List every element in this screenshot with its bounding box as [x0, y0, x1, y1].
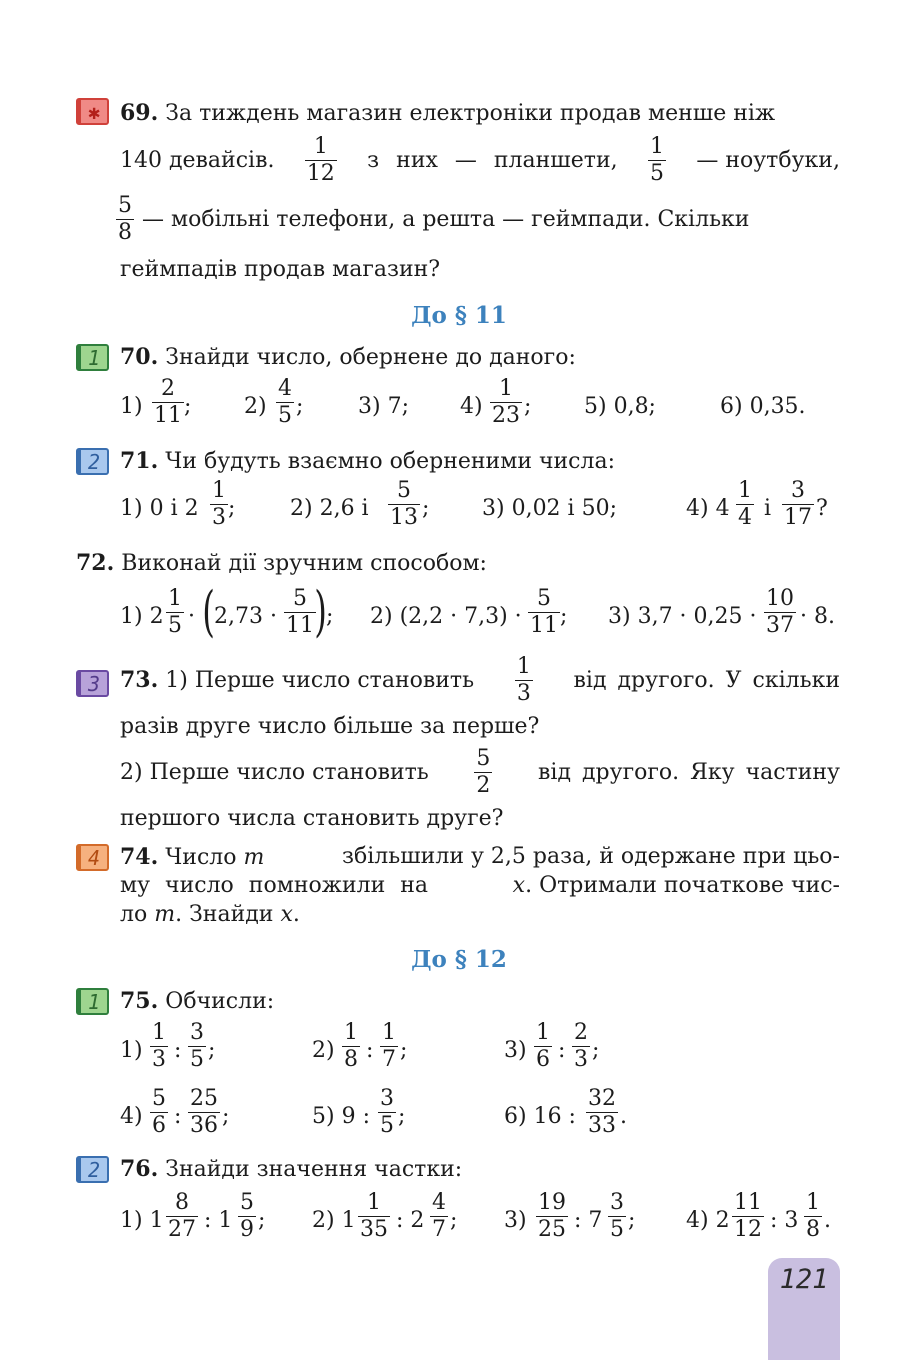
problem-70-statement: 70. Знайди число, обернене до даного: — [120, 344, 576, 370]
star-difficulty-badge: ✱ — [76, 98, 109, 125]
section-heading: До § 12 — [411, 946, 507, 973]
problem-73-line-1: 73. 1) Перше число становить $\frac{1}{3}$ від другого. У скільки — [120, 654, 840, 706]
item-2: 2) — [244, 394, 267, 419]
item-4: 4) — [460, 394, 483, 419]
fraction: $\frac{1}{8}$ — [344, 1020, 358, 1072]
problem-73-line-4: першого числа становить друге? — [120, 806, 504, 831]
fraction: $\frac{3}{5}$ — [380, 1086, 394, 1138]
fraction: $\frac{19}{25}$ — [538, 1190, 566, 1242]
text: — ноутбуки, — [696, 147, 840, 173]
problem-number: 72. — [76, 550, 115, 576]
problem-number: 71. — [120, 448, 159, 474]
fraction: $\frac{4}{5}$ — [278, 376, 292, 428]
fraction: $\frac{8}{27}$ — [168, 1190, 196, 1242]
fraction: $\frac{1}{35}$ — [360, 1190, 388, 1242]
problem-76-statement: 76. Знайди значення частки: — [120, 1156, 463, 1182]
level-4-badge: 4 — [76, 844, 109, 871]
problem-75-items: 1) $\frac{1}{3}$ : $\frac{3}{5}$ ; 2) $\frac{1}{8}$ : $\frac{1}{7}$ ; 3) $\frac{1}{6}$ : $\frac{2}{3}$ ; 4) $\frac{5}{6}$ : $\frac{25}{36}$ ; 5) 9 : $\frac{3}{5}$ ; 6) 16 : $\frac{32}{33}$ . — [120, 1020, 627, 1138]
level-3-badge: 3 — [76, 670, 109, 697]
fraction: $\frac{5}{6}$ — [152, 1086, 166, 1138]
fraction: $\frac{5}{13}$ — [390, 478, 418, 530]
fraction: $\frac{4}{7}$ — [432, 1190, 446, 1242]
problem-69-line-2 — [120, 134, 840, 187]
fraction: $\frac{1}{7}$ — [382, 1020, 396, 1072]
problem-70-items: 1) $\frac{2}{11}$ ; 2) $\frac{4}{5}$ ; 3) 7; 4) $\frac{1}{23}$ ; 5) 0,8; 6) 0,35. — [120, 376, 806, 428]
fraction: $\frac{32}{33}$ — [588, 1086, 616, 1138]
page-number: 121 — [779, 1264, 829, 1295]
fraction: $\frac{5}{11}$ — [530, 586, 558, 638]
fraction: $\frac{1}{23}$ — [492, 376, 520, 428]
fraction: $\frac{1}{5}$ — [168, 586, 182, 638]
problem-number: 74. — [120, 844, 159, 870]
problem-69-line-3 — [120, 193, 840, 246]
problem-number: 70. — [120, 344, 159, 370]
fraction: $\frac{1}{3}$ — [516, 654, 531, 706]
problem-74-line-3: ло m. Знайди x. — [120, 902, 300, 927]
text: За тиждень магазин електроніки продав менше ніж — [165, 101, 776, 126]
fraction: $\frac{1}{8}$ — [806, 1190, 820, 1242]
fraction: $\frac{1}{3}$ — [212, 478, 226, 530]
fraction: $\frac{5}{2}$ — [476, 746, 491, 798]
problem-73-line-3: 2) Перше число становить $\frac{5}{2}$ від другого. Яку частину — [120, 746, 840, 798]
fraction: $\frac{3}{5}$ — [610, 1190, 624, 1242]
item-3: 3) 7; — [358, 394, 409, 419]
problem-number: 69. — [120, 100, 159, 126]
problem-71-items: 1) 0 і 2 $\frac{1}{3}$ ; 2) 2,6 і $\frac{5}{13}$ ; 3) 0,02 і 50; 4) 4 $\frac{1}{4}$ і $\frac{3}{17}$ ? — [120, 478, 828, 530]
problem-74-line-1: 74. Число m збільшили у 2,5 раза, й одержане при цьо- — [120, 844, 840, 870]
item-6: 6) 0,35. — [720, 394, 806, 419]
problem-76-items: 1) 1 $\frac{8}{27}$ : 1 $\frac{5}{9}$ ; 2) 1 $\frac{1}{35}$ : 2 $\frac{4}{7}$ ; 3) $\frac{19}{25}$ : 7 $\frac{3}{5}$ ; 4) 2 $\frac{11}{12}$ : 3 $\frac{1}{8}$ . — [120, 1190, 831, 1242]
level-1-badge: 1 — [76, 988, 109, 1015]
problem-72-items: 1) 2 $\frac{1}{5}$ · ( 2,73 · $\frac{5}{11}$ ) ; 2) (2,2 · 7,3) · $\frac{5}{11}$ ; 3) 3,7 · 0,25 · $\frac{10}{37}$ · 8. — [120, 580, 835, 643]
problem-71-statement: 71. Чи будуть взаємно оберненими числа: — [120, 448, 616, 474]
problem-72-statement: 72. Виконай дії зручним способом: — [76, 550, 487, 576]
fraction: $\frac{3}{5}$ — [190, 1020, 204, 1072]
item-1: 1) — [120, 394, 143, 419]
fraction: $\frac{2}{3}$ — [574, 1020, 588, 1072]
fraction: $\frac{1}{6}$ — [536, 1020, 550, 1072]
level-2-badge: 2 — [76, 1156, 109, 1183]
text: — мобільні телефони, а решта — геймпади. Скільки — [142, 206, 750, 232]
problem-69-line-1 — [120, 98, 840, 129]
fraction: $\frac{25}{36}$ — [190, 1086, 218, 1138]
problem-75-statement: 75. Обчисли: — [120, 988, 275, 1014]
problem-number: 76. — [120, 1156, 159, 1182]
fraction: $\frac{11}{12}$ — [734, 1190, 762, 1242]
fraction: $\frac{5}{9}$ — [240, 1190, 254, 1242]
problem-73-line-2: разів друге число більше за перше? — [120, 714, 540, 739]
fraction: $\frac{5}{8}$ — [118, 193, 132, 245]
section-heading: До § 11 — [411, 302, 507, 329]
problem-number: 73. — [120, 667, 159, 693]
text: з них — планшети, — [367, 147, 618, 173]
fraction: $\frac{1}{12}$ — [306, 134, 335, 186]
fraction: $\frac{10}{37}$ — [766, 586, 794, 638]
level-1-badge: 1 — [76, 344, 109, 371]
problem-number: 75. — [120, 988, 159, 1014]
fraction: $\frac{2}{11}$ — [154, 376, 182, 428]
fraction: $\frac{1}{3}$ — [152, 1020, 166, 1072]
text: 140 девайсів. — [120, 147, 275, 173]
fraction: $\frac{3}{17}$ — [784, 478, 812, 530]
level-2-badge: 2 — [76, 448, 109, 475]
fraction: $\frac{5}{11}$ — [286, 586, 314, 638]
page-number-tab — [768, 1258, 840, 1360]
problem-69-line-4: геймпадів продав магазин? — [120, 257, 441, 282]
item-5: 5) 0,8; — [584, 394, 656, 419]
fraction: $\frac{1}{5}$ — [649, 134, 664, 186]
problem-74-line-2: му число помножили на x. Отримали початкове чис- — [120, 873, 840, 898]
fraction: $\frac{1}{4}$ — [738, 478, 752, 530]
